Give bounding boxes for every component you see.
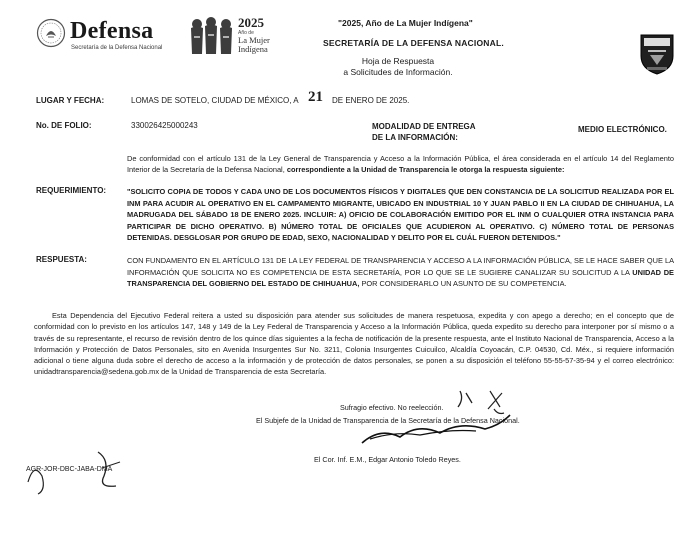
modalidad-label bbox=[372, 121, 476, 143]
modalidad-value: MEDIO ELECTRÓNICO. bbox=[578, 125, 667, 134]
respuesta-text: CON FUNDAMENTO EN EL ARTÍCULO 131 DE LA LEY FEDERAL DE TRANSPARENCIA Y ACCESO A LA INFORMACIÓN PÚBLICA, SE LE HACE SABER QUE LA INFORMACIÓN QUE SOLICITA NO ES COMPETENCIA DE ESTA SECRETARÍA, POR LO QUE SE LE SUGIERE CANALIZAR SU SOLICITUD A LA bbox=[127, 256, 674, 277]
year-line-1: La Mujer bbox=[238, 35, 270, 45]
lugar-value: LOMAS DE SOTELO, CIUDAD DE MÉXICO, A bbox=[131, 96, 299, 105]
defensa-logo bbox=[36, 14, 270, 60]
folio-value: 330026425000243 bbox=[131, 121, 198, 130]
indigenous-women-illustration-icon bbox=[188, 14, 236, 56]
folio-label: No. DE FOLIO: bbox=[36, 121, 92, 130]
modalidad-label-line-2: DE LA INFORMACIÓN: bbox=[372, 133, 458, 142]
brand-subtitle: Secretaría de la Defensa Nacional bbox=[71, 45, 163, 51]
year-small-text: Año de bbox=[238, 30, 254, 36]
respuesta-tail: POR CONSIDERARLO UN ASUNTO DE SU COMPETENCIA. bbox=[361, 279, 567, 289]
titular-line: El Subjefe de la Unidad de Transparencia de la Secretaría de la Defensa Nacional. bbox=[256, 416, 520, 425]
date-rest: DE ENERO DE 2025. bbox=[332, 96, 410, 105]
requerimiento-label: REQUERIMIENTO: bbox=[36, 186, 107, 195]
unit-shield-icon bbox=[638, 32, 676, 76]
initials-scribble-icon bbox=[20, 442, 130, 502]
date-day: 21 bbox=[308, 89, 323, 105]
initials: AGR-JOR-DBC-JABA-DMA bbox=[26, 466, 113, 473]
intro-paragraph bbox=[127, 153, 674, 176]
modalidad-label-line-1: MODALIDAD DE ENTREGA bbox=[372, 122, 476, 131]
national-seal-icon bbox=[36, 18, 66, 48]
brand-name: Defensa bbox=[70, 18, 154, 44]
handwritten-signature-icon bbox=[300, 385, 530, 455]
sheet-title-line-1: Hoja de Respuesta bbox=[361, 56, 435, 66]
respuesta-label: RESPUESTA: bbox=[36, 255, 87, 264]
year-motto: "2025, Año de La Mujer Indígena" bbox=[338, 18, 473, 28]
year-number: 2025 bbox=[238, 15, 264, 30]
requerimiento-text: "SOLICITO COPIA DE TODOS Y CADA UNO DE LOS DOCUMENTOS FÍSICOS Y DIGITALES QUE DEN CONSTANCIA DE LA SOLICITUD REALIZADA POR EL INM PARA ACUDIR AL OPERATIVO EN EL CAMPAMENTO MIGRANTE, UBICADO EN INDUSTRIAL 10 Y JUAN PABLO II EN LA CIUDAD DE CHIHUAHUA, LA MADRUGADA DEL SÁBADO 18 DE ENERO 2025. INCLUIR: A) OFICIO DE COLABORACIÓN EMITIDO POR EL INM O CUALQUIER OTRA INSTANCIA PARA PARTICIPAR DE DICHO OPERATIVO. B) NÚMERO TOTAL DE OFICIALES QUE ACUDIERON AL OPERATIVO. C) NÚMERO TOTAL DE PERSONAS DETENIDAS. DESGLOSAR POR GRUPO DE EDAD, SEXO, NACIONALIDAD Y DELITO POR EL CUÁL FUERON DETENIDOS." bbox=[127, 187, 674, 243]
sheet-title bbox=[338, 56, 458, 78]
respuesta-bold: UNIDAD DE TRANSPARENCIA DEL GOBIERNO DEL ESTADO DE CHIHUAHUA, bbox=[127, 267, 674, 289]
sheet-title-line-2: a Solicitudes de Información. bbox=[343, 67, 453, 77]
secretaria-heading: SECRETARÍA DE LA DEFENSA NACIONAL. bbox=[323, 38, 504, 48]
closing-paragraph: Esta Dependencia del Ejecutivo Federal reitera a usted su disposición para atender sus solicitudes de manera respetuosa, expedita y con apego a derecho; en el concepto que de conformidad con lo previsto en los artículos 147, 148 y 149 de la Ley Federal de Transparencia y Acceso a la Información Pública, queda expedito su derecho para interponer por sí mismo o a través de su representante, el recurso de revisión dentro de los quince días siguientes a la fecha de notificación de la presente respuesta, ante el Instituto Nacional de Transparencia, Acceso a la Información y Protección de Datos Personales, sito en Avenida Insurgentes Sur No. 3211, Colonia Insurgentes Cuicuilco, Alcaldía Coyoacán, C.P. 04530, Cd. Méx., si requiere información adicional o tiene alguna duda sobre el derecho de acceso a la información y de protección de datos personales, se ponen a su disposición el teléfono 55-55-57-35-94 y el correo electrónico: unidadtransparencia@sedena.gob.mx de la Unidad de Transparencia de esta Secretaría. bbox=[34, 311, 674, 377]
year-badge bbox=[238, 16, 298, 54]
sufragio-line: Sufragio efectivo. No reelección. bbox=[340, 403, 444, 412]
intro-bold: correspondiente a la Unidad de Transparencia le otorga la respuesta siguiente: bbox=[286, 165, 565, 175]
year-line-2: Indígena bbox=[238, 44, 268, 54]
signatory-name: El Cor. Inf. E.M., Edgar Antonio Toledo Reyes. bbox=[314, 455, 461, 464]
intro-text: De conformidad con el artículo 131 de la Ley General de Transparencia y Acceso a la Información Pública, el área considerada en el artículo 14 del Reglamento Interior de la Secretaría de la Defensa Nacional, bbox=[127, 154, 674, 175]
respuesta-paragraph bbox=[127, 255, 674, 290]
lugar-label: LUGAR Y FECHA: bbox=[36, 96, 105, 105]
